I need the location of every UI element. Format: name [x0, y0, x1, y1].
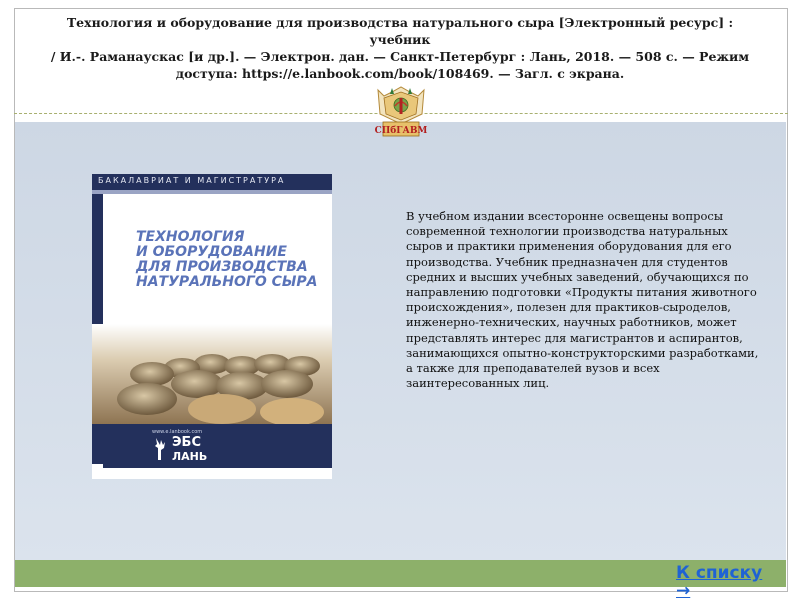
cover-lan-label: ЛАНЬ — [172, 450, 208, 463]
footer-bar — [15, 560, 786, 587]
description-line: а также для преподавателей вузов и всех — [406, 361, 660, 376]
citation-line-3: доступа: https://e.lanbook.com/book/108469. — Загл. с экрана. — [175, 66, 625, 81]
book-description — [406, 209, 778, 391]
emblem-label: СПбГАВМ — [374, 126, 428, 136]
cover-series: БАКАЛАВРИАТ И МАГИСТРАТУРА — [98, 176, 286, 185]
book-cover-image — [92, 174, 332, 479]
description-line: направлению подготовки «Продукты питания животного — [406, 285, 757, 300]
back-to-list-link[interactable]: К списку — [676, 563, 763, 583]
cover-publisher-url: www.e.lanbook.com — [152, 429, 203, 435]
citation-line-2: / И.-. Раманаускас [и др.]. — Электрон. дан. — Санкт-Петербург : Лань, 2018. — 508 с. — Режим — [50, 49, 750, 64]
citation-header — [40, 14, 760, 82]
description-line: инженерно-технических, научных работников, может — [406, 315, 737, 330]
cover-bottom-band — [103, 424, 332, 468]
description-line: заинтересованных лиц. — [406, 376, 550, 391]
cover-series-band — [92, 174, 332, 190]
cover-ebs-label: ЭБС — [172, 435, 201, 450]
description-line: происхождения», полезен для практиков-сыроделов, — [406, 300, 731, 315]
deer-logo-icon — [152, 436, 168, 464]
description-line: сыров и практики применения оборудования для его — [406, 239, 732, 254]
description-line: В учебном издании всесторонне освещены вопросы — [406, 209, 723, 223]
cover-title — [136, 230, 326, 290]
description-line: производства. Учебник предназначен для студентов — [406, 254, 728, 269]
back-arrow-icon[interactable]: → — [676, 581, 691, 601]
cheese-wheels-photo — [92, 324, 332, 424]
cover-title-line: НАТУРАЛЬНОГО СЫРА — [136, 274, 318, 290]
description-line: представлять интерес для магистрантов и аспирантов, — [406, 330, 743, 345]
university-emblem-icon — [370, 84, 432, 140]
cover-rule — [92, 190, 332, 194]
citation-line-1: Технология и оборудование для производства натурального сыра [Электронный ресурс] : учебник — [66, 15, 734, 47]
cover-title-line: ДЛЯ ПРОИЗВОДСТВА — [136, 259, 308, 275]
description-line: средних и высших учебных заведений, обучающихся по — [406, 269, 749, 284]
description-line: современной технологии производства натуральных — [406, 224, 728, 239]
cover-title-line: И ОБОРУДОВАНИЕ — [136, 244, 287, 260]
description-line: занимающихся опытно-конструкторскими разработками, — [406, 345, 759, 360]
cover-title-line: ТЕХНОЛОГИЯ — [136, 229, 245, 245]
